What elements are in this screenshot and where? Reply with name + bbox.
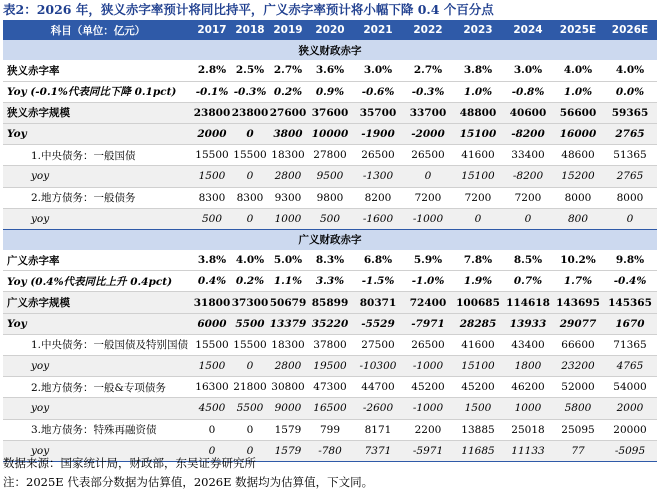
table-cell: -1900 [353, 123, 403, 144]
table-cell: 8300 [231, 187, 269, 208]
table-cell: 3.8% [453, 60, 503, 81]
table-cell: 30800 [269, 377, 307, 398]
table-cell: 7200 [453, 187, 503, 208]
table-cell: -1000 [403, 398, 453, 419]
table-cell: 7371 [353, 440, 403, 461]
section-title: 广义财政赤字 [3, 229, 657, 250]
table-row [3, 313, 657, 334]
section-row-narrow-deficit [3, 40, 657, 60]
table-cell: 3.0% [353, 60, 403, 81]
table-cell: 1.1% [269, 271, 307, 292]
table-cell: 8000 [603, 187, 657, 208]
table-cell: 5500 [231, 398, 269, 419]
table-cell: 3.6% [307, 60, 353, 81]
table-cell: 85899 [307, 292, 353, 313]
table-cell: 15100 [453, 166, 503, 187]
table-cell: -8200 [503, 166, 553, 187]
table-cell: 29077 [553, 313, 603, 334]
table-cell: -0.8% [503, 81, 553, 102]
table-cell: 33400 [503, 145, 553, 166]
table-cell: 2000 [603, 398, 657, 419]
table-cell: 0 [193, 440, 231, 461]
header-year: 2019 [269, 20, 307, 40]
table-row [3, 419, 657, 440]
table-row [3, 271, 657, 292]
table-cell: 5.9% [403, 250, 453, 271]
table-cell: 4.0% [603, 60, 657, 81]
row-label: yoy [3, 440, 193, 461]
table-cell: 27500 [353, 334, 403, 355]
header-year: 2026E [603, 20, 657, 40]
table-cell: 8300 [193, 187, 231, 208]
table-cell: 1800 [503, 356, 553, 377]
table-cell: 500 [193, 208, 231, 229]
estimate-note: 注：2025E 代表部分数据为估算值，2026E 数据均为估算值，下文同。 [3, 475, 374, 489]
table-cell: 27800 [307, 145, 353, 166]
table-row [3, 81, 657, 102]
table-row [3, 398, 657, 419]
table-cell: 0 [403, 166, 453, 187]
table-row [3, 123, 657, 144]
row-label: yoy [3, 356, 193, 377]
table-cell: 41600 [453, 334, 503, 355]
table-cell: 40600 [503, 102, 553, 123]
header-year: 2022 [403, 20, 453, 40]
table-cell: 0.2% [231, 271, 269, 292]
table-cell: 80371 [353, 292, 403, 313]
section-row-broad-deficit [3, 229, 657, 250]
table-cell: 37300 [231, 292, 269, 313]
table-row [3, 356, 657, 377]
table-cell: 50679 [269, 292, 307, 313]
table-cell: -8200 [503, 123, 553, 144]
table-cell: 15100 [453, 123, 503, 144]
table-cell: 2765 [603, 166, 657, 187]
table-cell: -1.5% [353, 271, 403, 292]
row-label: 1.中央债务：一般国债 [3, 145, 193, 166]
table-cell: -780 [307, 440, 353, 461]
table-cell: 16500 [307, 398, 353, 419]
table-cell: 8.3% [307, 250, 353, 271]
table-row [3, 377, 657, 398]
row-label: 广义赤字规模 [3, 292, 193, 313]
table-cell: 15500 [231, 334, 269, 355]
data-source-note: 数据来源：国家统计局，财政部，东吴证券研究所 [3, 456, 256, 470]
table-cell: 0 [453, 208, 503, 229]
table-cell: 10.2% [553, 250, 603, 271]
table-cell: 1579 [269, 419, 307, 440]
table-cell: 19500 [307, 356, 353, 377]
table-cell: 1000 [503, 398, 553, 419]
table-cell: 3800 [269, 123, 307, 144]
table-cell: 500 [307, 208, 353, 229]
table-cell: 26500 [353, 145, 403, 166]
header-year: 2017 [193, 20, 231, 40]
table-cell: 33700 [403, 102, 453, 123]
table-cell: 18300 [269, 334, 307, 355]
table-cell: -1.0% [403, 271, 453, 292]
header-year: 2020 [307, 20, 353, 40]
table-cell: 26500 [403, 145, 453, 166]
table-row [3, 102, 657, 123]
table-cell: 7.8% [453, 250, 503, 271]
table-cell: 0.7% [503, 271, 553, 292]
table-cell: -0.1% [193, 81, 231, 102]
table-cell: 0.2% [269, 81, 307, 102]
table-cell: 20000 [603, 419, 657, 440]
row-label: yoy [3, 208, 193, 229]
table-cell: 15200 [553, 166, 603, 187]
header-year: 2025E [553, 20, 603, 40]
table-cell: -1000 [403, 356, 453, 377]
table-row [3, 334, 657, 355]
table-cell: 8000 [553, 187, 603, 208]
table-cell: 9.8% [603, 250, 657, 271]
table-header-row [3, 20, 657, 40]
table-cell: 10000 [307, 123, 353, 144]
table-row [3, 145, 657, 166]
table-cell: 1500 [193, 356, 231, 377]
table-cell: 21800 [231, 377, 269, 398]
table-cell: 100685 [453, 292, 503, 313]
table-cell: 45200 [403, 377, 453, 398]
table-cell: 0.9% [307, 81, 353, 102]
table-cell: 9500 [307, 166, 353, 187]
table-cell: -0.3% [403, 81, 453, 102]
table-cell: 4.0% [231, 250, 269, 271]
table-cell: 23800 [231, 102, 269, 123]
table-cell: -7971 [403, 313, 453, 334]
row-label: Yoy [3, 313, 193, 334]
header-label: 科目（单位：亿元） [3, 20, 193, 40]
table-cell: 37600 [307, 102, 353, 123]
table-cell: 0 [231, 440, 269, 461]
table-cell: 56600 [553, 102, 603, 123]
table-cell: -5971 [403, 440, 453, 461]
row-label: 广义赤字率 [3, 250, 193, 271]
table-cell: 44700 [353, 377, 403, 398]
table-cell: 3.3% [307, 271, 353, 292]
table-cell: -1600 [353, 208, 403, 229]
table-cell: 11685 [453, 440, 503, 461]
table-cell: 1.7% [553, 271, 603, 292]
table-cell: 2.7% [403, 60, 453, 81]
table-cell: 0 [231, 166, 269, 187]
table-cell: 799 [307, 419, 353, 440]
table-cell: 4.0% [553, 60, 603, 81]
table-cell: 71365 [603, 334, 657, 355]
table-cell: 2.7% [269, 60, 307, 81]
table-cell: 18300 [269, 145, 307, 166]
table-cell: 13885 [453, 419, 503, 440]
table-cell: 23200 [553, 356, 603, 377]
table-cell: 2800 [269, 356, 307, 377]
table-cell: 3.0% [503, 60, 553, 81]
table-cell: -1000 [403, 208, 453, 229]
table-title: 表2：2026 年，狭义赤字率预计将同比持平，广义赤字率预计将小幅下降 0.4 个百分点 [3, 2, 494, 17]
table-cell: -0.3% [231, 81, 269, 102]
table-row [3, 250, 657, 271]
table-cell: 8.5% [503, 250, 553, 271]
table-cell: 2800 [269, 166, 307, 187]
header-year: 2023 [453, 20, 503, 40]
table-cell: 35220 [307, 313, 353, 334]
table-cell: 1579 [269, 440, 307, 461]
table-cell: 2765 [603, 123, 657, 144]
table-cell: 13379 [269, 313, 307, 334]
table-cell: 27600 [269, 102, 307, 123]
table-cell: 31800 [193, 292, 231, 313]
row-label: Yoy (-0.1%代表同比下降 0.1pct) [3, 81, 193, 102]
row-label: 2.地方债务：一般债务 [3, 187, 193, 208]
header-year: 2018 [231, 20, 269, 40]
table-cell: -10300 [353, 356, 403, 377]
table-cell: -1300 [353, 166, 403, 187]
table-row [3, 166, 657, 187]
table-cell: 7200 [403, 187, 453, 208]
table-row [3, 187, 657, 208]
table-cell: 1.0% [453, 81, 503, 102]
row-label: Yoy [3, 123, 193, 144]
table-cell: 77 [553, 440, 603, 461]
table-cell: 2.8% [193, 60, 231, 81]
table-cell: -0.6% [353, 81, 403, 102]
table-cell: 0 [231, 208, 269, 229]
table-cell: 16000 [553, 123, 603, 144]
row-label: 1.中央债务：一般国债及特别国债 [3, 334, 193, 355]
table-cell: 26500 [403, 334, 453, 355]
table-cell: 35700 [353, 102, 403, 123]
table-cell: 2000 [193, 123, 231, 144]
table-cell: 114618 [503, 292, 553, 313]
table-cell: 0.0% [603, 81, 657, 102]
table-cell: 54000 [603, 377, 657, 398]
table-cell: -2600 [353, 398, 403, 419]
table-cell: 0 [503, 208, 553, 229]
header-year: 2021 [353, 20, 403, 40]
table-cell: 15500 [193, 334, 231, 355]
row-label: 狭义赤字规模 [3, 102, 193, 123]
table-cell: 4765 [603, 356, 657, 377]
table-cell: -5095 [603, 440, 657, 461]
table-cell: 9800 [307, 187, 353, 208]
table-cell: 72400 [403, 292, 453, 313]
table-cell: 3.8% [193, 250, 231, 271]
table-cell: 11133 [503, 440, 553, 461]
table-cell: 15100 [453, 356, 503, 377]
table-cell: -5529 [353, 313, 403, 334]
table-cell: 0 [193, 419, 231, 440]
table-cell: 1000 [269, 208, 307, 229]
table-cell: 28285 [453, 313, 503, 334]
table-cell: 15500 [231, 145, 269, 166]
table-cell: 9300 [269, 187, 307, 208]
header-year: 2024 [503, 20, 553, 40]
table-cell: 5500 [231, 313, 269, 334]
table-cell: 25018 [503, 419, 553, 440]
table-cell: 6.8% [353, 250, 403, 271]
table-cell: 1500 [453, 398, 503, 419]
table-cell: 1670 [603, 313, 657, 334]
row-label: yoy [3, 398, 193, 419]
row-label: yoy [3, 166, 193, 187]
table-cell: 0 [231, 123, 269, 144]
table-cell: 16300 [193, 377, 231, 398]
table-row [3, 208, 657, 229]
table-row [3, 60, 657, 81]
table-cell: 47300 [307, 377, 353, 398]
table-cell: 52000 [553, 377, 603, 398]
fiscal-deficit-table [3, 20, 657, 462]
table-cell: 59365 [603, 102, 657, 123]
table-cell: -2000 [403, 123, 453, 144]
table-cell: 23800 [193, 102, 231, 123]
row-label: 狭义赤字率 [3, 60, 193, 81]
row-label: 2.地方债务：一般&专项债务 [3, 377, 193, 398]
table-body [3, 40, 657, 461]
table-cell: 8171 [353, 419, 403, 440]
table-cell: 43400 [503, 334, 553, 355]
table-cell: -0.4% [603, 271, 657, 292]
table-row [3, 292, 657, 313]
table-cell: 48800 [453, 102, 503, 123]
table-cell: 800 [553, 208, 603, 229]
table-cell: 145365 [603, 292, 657, 313]
table-cell: 66600 [553, 334, 603, 355]
table-cell: 6000 [193, 313, 231, 334]
table-cell: 45200 [453, 377, 503, 398]
table-cell: 5.0% [269, 250, 307, 271]
section-title: 狭义财政赤字 [3, 40, 657, 60]
table-cell: 41600 [453, 145, 503, 166]
table-cell: 0 [231, 419, 269, 440]
table-cell: 46200 [503, 377, 553, 398]
table-cell: 5800 [553, 398, 603, 419]
row-label: Yoy (0.4%代表同比上升 0.4pct) [3, 271, 193, 292]
table-cell: 13933 [503, 313, 553, 334]
table-cell: 143695 [553, 292, 603, 313]
table-cell: 0 [603, 208, 657, 229]
table-cell: 0.4% [193, 271, 231, 292]
table-cell: 25095 [553, 419, 603, 440]
table-cell: 1.9% [453, 271, 503, 292]
table-cell: 7200 [503, 187, 553, 208]
table-cell: 1.0% [553, 81, 603, 102]
table-cell: 37800 [307, 334, 353, 355]
table-cell: 48600 [553, 145, 603, 166]
table-cell: 9000 [269, 398, 307, 419]
row-label: 3.地方债务：特殊再融资债 [3, 419, 193, 440]
table-cell: 2.5% [231, 60, 269, 81]
table-cell: 15500 [193, 145, 231, 166]
table-cell: 2200 [403, 419, 453, 440]
table-cell: 8200 [353, 187, 403, 208]
table-cell: 4500 [193, 398, 231, 419]
table-cell: 0 [231, 356, 269, 377]
table-cell: 1500 [193, 166, 231, 187]
table-cell: 51365 [603, 145, 657, 166]
